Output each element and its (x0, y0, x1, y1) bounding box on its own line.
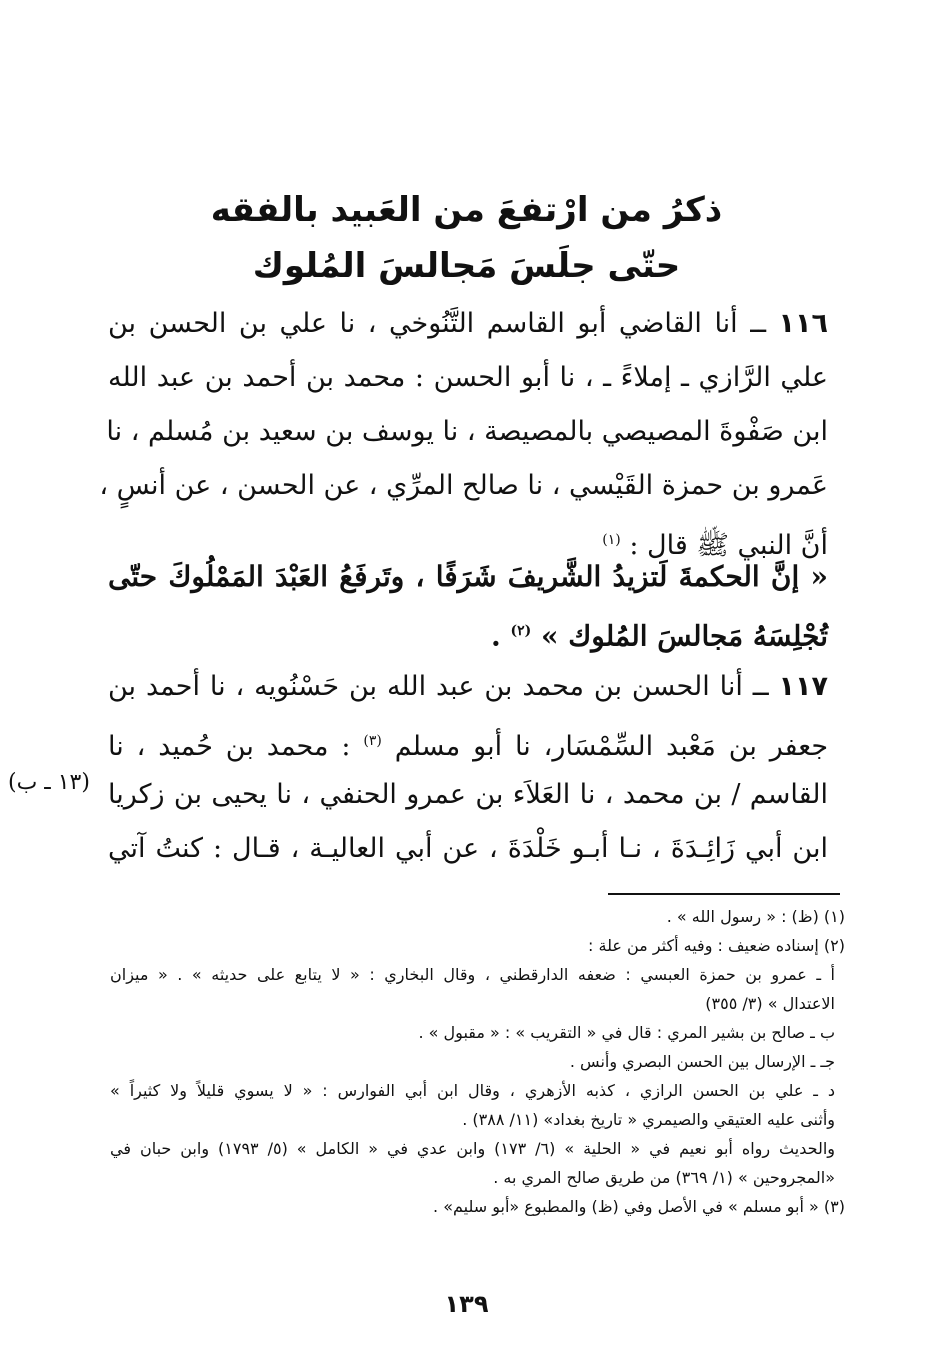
footnote-2-takhrij: والحديث رواه أبو نعيم في « الحلية » (٦/ ١٧٣) وابن عدي في « الكامل » (٥/ ١٧٩٣) وابن حبان في (110, 1139, 835, 1158)
hadith-116-line-4: عَمرو بن حمزة القَيْسي ، نا صالح المرِّي ، عن الحسن ، عن أنسٍ ، (99, 470, 828, 501)
hadith-116-matn (108, 550, 828, 658)
hadith-117-line-2: جعفر بن مَعْبد السِّمْسَار، نا أبو مسلم $^{(٣)}$ : محمد بن حُميد ، نا (108, 731, 829, 762)
hadith-116-line-5: أنَّ النبي ﷺ قال : $^{(١)}$ (602, 530, 828, 561)
footnote-1: (١) (ظ) : « رسول الله » . (666, 907, 845, 926)
chapter-heading (0, 182, 933, 294)
hadith-116-line-2: علي الرَّازي ـ إملاءً ـ ، نا أبو الحسن : محمد بن أحمد بن عبد الله (108, 362, 828, 393)
hadith-116-line-1: ١١٦ ــ أنا القاضي أبو القاسم التَّنُوخي ، نا علي بن الحسن بن (108, 308, 828, 339)
hadith-116-line-3: ابن صَفْوةَ المصيصي بالمصيصة ، نا يوسف بن سعيد بن مُسلم ، نا (106, 416, 828, 447)
footnote-2a: أ ـ عمرو بن حمزة العبسي : ضعفه الدارقطني ، وقال البخاري : « لا يتابع على حديثه » . « ميزان (110, 965, 835, 984)
hadith-number: ١١٦ (778, 308, 828, 339)
hadith-117-line-3: القاسم / بن محمد ، نا العَلاَء بن عمرو الحنفي ، نا يحيى بن زكريا (108, 779, 828, 810)
chapter-title-line-2: حتّى جلَسَ مَجالسَ المُلوك (252, 246, 681, 286)
hadith-117-line-1: ١١٧ ــ أنا الحسن بن محمد بن عبد الله بن حَسْنُويه ، نا أحمد بن (108, 671, 828, 702)
matn-line-1: « إنَّ الحكمةَ لَتزيدُ الشَّريفَ شَرَفًا ، وتَرفَعُ العَبْدَ المَمْلُوكَ حتّى (108, 560, 828, 593)
hadith-number: ١١٧ (778, 671, 828, 702)
footnote-2d: د ـ علي بن الحسن الرازي ، كذبه الأزهري ، وقال ابن أبي الفوارس : « لا يسوي قليلاً ولا كثيراً » (110, 1081, 835, 1100)
footnote-2a-cont: الاعتدال » (٣/ ٣٥٥) (705, 994, 835, 1013)
page-number: ١٣٩ (444, 1290, 489, 1318)
footnote-2: (٢) إسناده ضعيف : وفيه أكثر من علة : (588, 936, 845, 955)
footnote-ref-2: (٢) (510, 623, 532, 639)
hadith-117-line-4: ابن أبي زَائِـدَةَ ، نـا أبـو خَلْدَةَ ، عن أبي العاليـة ، قـال : كنتُ آتي (108, 833, 828, 864)
chapter-title-line-1: ذكرُ من ارْتفعَ من العَبيد بالفقه (210, 190, 723, 230)
hadith-116 (99, 297, 828, 567)
footnote-3: (٣) « أبو مسلم » في الأصل وفي (ظ) والمطبوع «أبو سليم» . (433, 1197, 845, 1216)
footnote-separator (608, 893, 840, 895)
footnote-ref-3: (٣) (363, 733, 382, 749)
footnote-2d-cont: وأثنى عليه العتيقي والصيمري « تاريخ بغداد» (١١/ ٣٨٨) . (462, 1110, 835, 1129)
footnote-2-takhrij-cont: «المجروحين » (١/ ٣٦٩) من طريق صالح المري به . (493, 1168, 835, 1187)
footnote-2b: ب ـ صالح بن بشير المري : قال في « التقريب » : « مقبول » . (418, 1023, 835, 1042)
hadith-117 (108, 660, 828, 876)
footnote-ref-1: (١) (602, 532, 621, 548)
manuscript-folio-note: (١٣ ـ ب) (8, 770, 90, 795)
matn-line-2: تُجْلِسَهُ مَجالسَ المُلوك » $^{(٢)}$ . (490, 619, 828, 653)
footnote-2c: جـ ـ الإرسال بين الحسن البصري وأنس . (569, 1052, 835, 1071)
footnotes (110, 902, 845, 1221)
